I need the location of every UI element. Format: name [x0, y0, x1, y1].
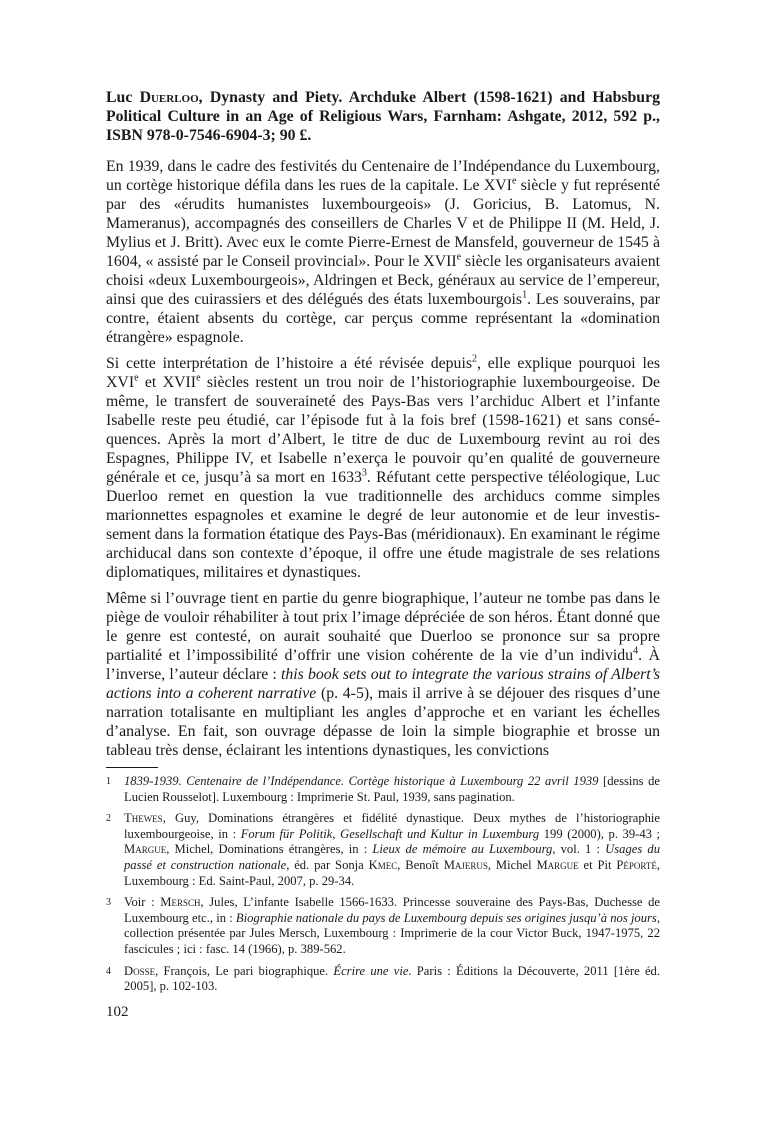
superscript: e — [511, 175, 517, 187]
italic-title: 1839-1939. Centenaire de l’Indépendance. Cortège historique à Luxembourg 22 avril 1939 — [124, 774, 599, 788]
text-run: (p. 4-5), mais il arrive à se déjouer des risques d’une narration totalisante en multipliant les angles d’approche et en variant les échelles d’analyse. En fait, son ouvrage dépasse de loin la simple biographie et brosse un tableau très dense, éclairant les intentions dynastiques, les convictions — [106, 685, 661, 759]
text-run: En 1939, dans le cadre des festivités du Centenaire de l’Indépendance du Luxembourg, un cortège historique défila dans les rues de la capitale. Le XVI — [106, 158, 660, 194]
author-name: Kmec — [368, 857, 398, 872]
footnote-number: 4 — [106, 965, 111, 977]
footnote-rule — [106, 767, 158, 768]
superscript: e — [134, 372, 139, 384]
text-run: , Benoît — [397, 857, 444, 872]
footnote-ref[interactable]: 2 — [471, 353, 477, 365]
superscript: e — [456, 251, 462, 263]
text-run: , collection présentée par Jules Mersch, Luxembourg : Imprimerie de la cour Victor Buck, 1947-1975, 22 fascicules ; ici : fasc. 14 (1966), p. 389-562. — [124, 910, 660, 956]
title-prefix: Luc — [106, 89, 140, 106]
author-name: Margue — [124, 842, 167, 857]
footnote-number: 2 — [106, 813, 111, 825]
text-run: , éd. par Sonja — [286, 857, 369, 872]
footnote — [106, 811, 660, 889]
text-run: et Pit — [578, 857, 617, 872]
text-run: , Guy, Dominations étrangères et fidélité dynastique. Deux mythes de l’historiographie luxembourgeoise, in : — [124, 811, 660, 841]
text-run: siècles restent un trou noir de l’historiographie luxembourgeoise. De même, le transfert de souveraineté des Pays-Bas vers l’archiduc Albert et l’infante Isabelle reste peu étudié, car l’épisode fut à la fois bref (1598-1621) et sans conséquences. Après la mort d’Albert, le titre de duc de Luxembourg revint au roi des Espagnes, Philippe IV, et Isabelle n’exerça le pouvoir qu’en qualité de gouverneure générale et ce, jusqu’à sa mort en 1633 — [106, 374, 661, 486]
footnote-number: 1 — [106, 776, 111, 787]
text-run: siècle les organisateurs avaient choisi «deux Luxembourgeois», Aldringen et Beck, généraux au service de l’empereur, ainsi que des cuirassiers et des délégués des états luxembourgois — [106, 253, 660, 308]
superscript: e — [196, 372, 201, 384]
italic-title: Lieux de mémoire au Luxembourg — [372, 842, 553, 857]
author-name: Majerus — [443, 857, 488, 872]
text-run: et XVII — [138, 374, 197, 391]
author-name: Margue — [536, 857, 579, 872]
body-paragraph — [106, 157, 660, 347]
author-name: Mersch — [160, 895, 201, 910]
text-run: [dessins de Lucien Rousselot]. Luxembourg : Imprimerie St. Paul, 1939, sans pagination. — [124, 774, 660, 804]
text-run: , Michel, Dominations étrangères, in : — [166, 842, 373, 857]
text-run: 199 (2000), p. 39-43 ; — [539, 826, 660, 841]
text-run: , François, Le pari biographique. — [155, 963, 334, 978]
review-title — [106, 88, 660, 145]
text-run: , Luxembourg : Ed. Saint-Paul, 2007, p. 29-34. — [124, 857, 660, 888]
quoted-text: this book sets out to integrate the various strains of Albert’s actions into a coherent narrative — [106, 666, 660, 702]
text-run: . Les souverains, par contre, étaient absents du cortège, car perçus comme représentant la «domination étrangère» espagnole. — [106, 291, 660, 346]
page-number: 102 — [106, 1004, 129, 1020]
italic-title: Usages du passé et construction nationale — [124, 842, 660, 872]
author-name: Péporté — [616, 857, 657, 872]
review-page — [106, 88, 660, 1001]
italic-title: Biographie nationale du pays de Luxembourg depuis ses origines jusqu’à nos jours — [235, 910, 657, 925]
footnote-ref[interactable]: 3 — [361, 467, 367, 479]
text-run: , Michel — [487, 857, 537, 872]
footnote-number: 3 — [106, 897, 111, 909]
italic-title: Forum für Politik, Gesellschaft und Kultur in Luxemburg — [240, 826, 540, 841]
italic-title: Écrire une vie — [333, 963, 409, 978]
text-run: Voir : — [124, 895, 161, 910]
text-run: . Paris : Éditions la Découverte, 2011 [1ère éd. 2005], p. 102-103. — [124, 963, 660, 994]
body-paragraph — [106, 589, 660, 760]
author-surname: Duerloo — [139, 89, 199, 106]
footnote-ref[interactable]: 1 — [522, 289, 528, 301]
text-run: , Jules, L’infante Isabelle 1566-1633. Princesse souveraine des Pays-Bas, Duchesse de Luxembourg etc., in : — [124, 895, 660, 925]
text-run: , vol. 1 : — [552, 842, 606, 857]
body-paragraph — [106, 354, 660, 582]
text-run: Même si l’ouvrage tient en partie du genre biographique, l’auteur ne tombe pas dans le piège de vouloir réhabiliter à tout prix l’image dépréciée de son héros. Étant donné que le genre est contesté, on aurait souhaité que Duerloo se prononce sur sa propre partialité et l’impossibilité d’offrir une vision cohérente de la vie d’un individu — [106, 590, 660, 664]
text-run: , elle explique pourquoi les XVI — [106, 355, 660, 391]
text-run: siècle y fut représenté par des «érudits humanistes luxembourgeois» (J. Goricius, B. Latomus, N. Mameranus), accompagnés des conseillers de Charles V et de Philippe II (M. Held, J. Mylius et J. Britt). Avec eux le comte Pierre-Ernest de Mansfeld, gouverneur de 1545 à 1604, « assisté par le Conseil provincial». Pour le XVII — [106, 177, 660, 270]
footnote — [106, 774, 660, 805]
footnote-ref[interactable]: 4 — [633, 645, 639, 657]
title-citation: , Dynasty and Piety. Archduke Albert (1598-1621) and Habsburg Political Culture in an Age of Religious Wars, Farnham: Ashgate, 2012, 592 p., ISBN 978-0-7546-6904-3; 90 £. — [106, 89, 660, 144]
footnote — [106, 895, 660, 957]
author-name: Thewes — [124, 811, 163, 826]
footnote — [106, 964, 660, 995]
text-run: . Réfutant cette perspective téléologique, Luc Duerloo remet en question la vue traditionnelle des archiducs comme simples marionnettes espagnoles et examine le degré de leur autonomie et de leur investissement dans la formation étatique des Pays-Bas (méridionaux). En examinant le régime archiducal dans son contexte d’époque, il offre une étude magistrale de ses relations diplomatiques, militaires et dynastiques. — [106, 469, 661, 581]
author-name: Dosse — [124, 963, 156, 978]
text-run: Si cette interprétation de l’histoire a été révisée depuis — [106, 355, 472, 372]
text-run: . À l’inverse, l’auteur déclare : — [106, 647, 660, 683]
